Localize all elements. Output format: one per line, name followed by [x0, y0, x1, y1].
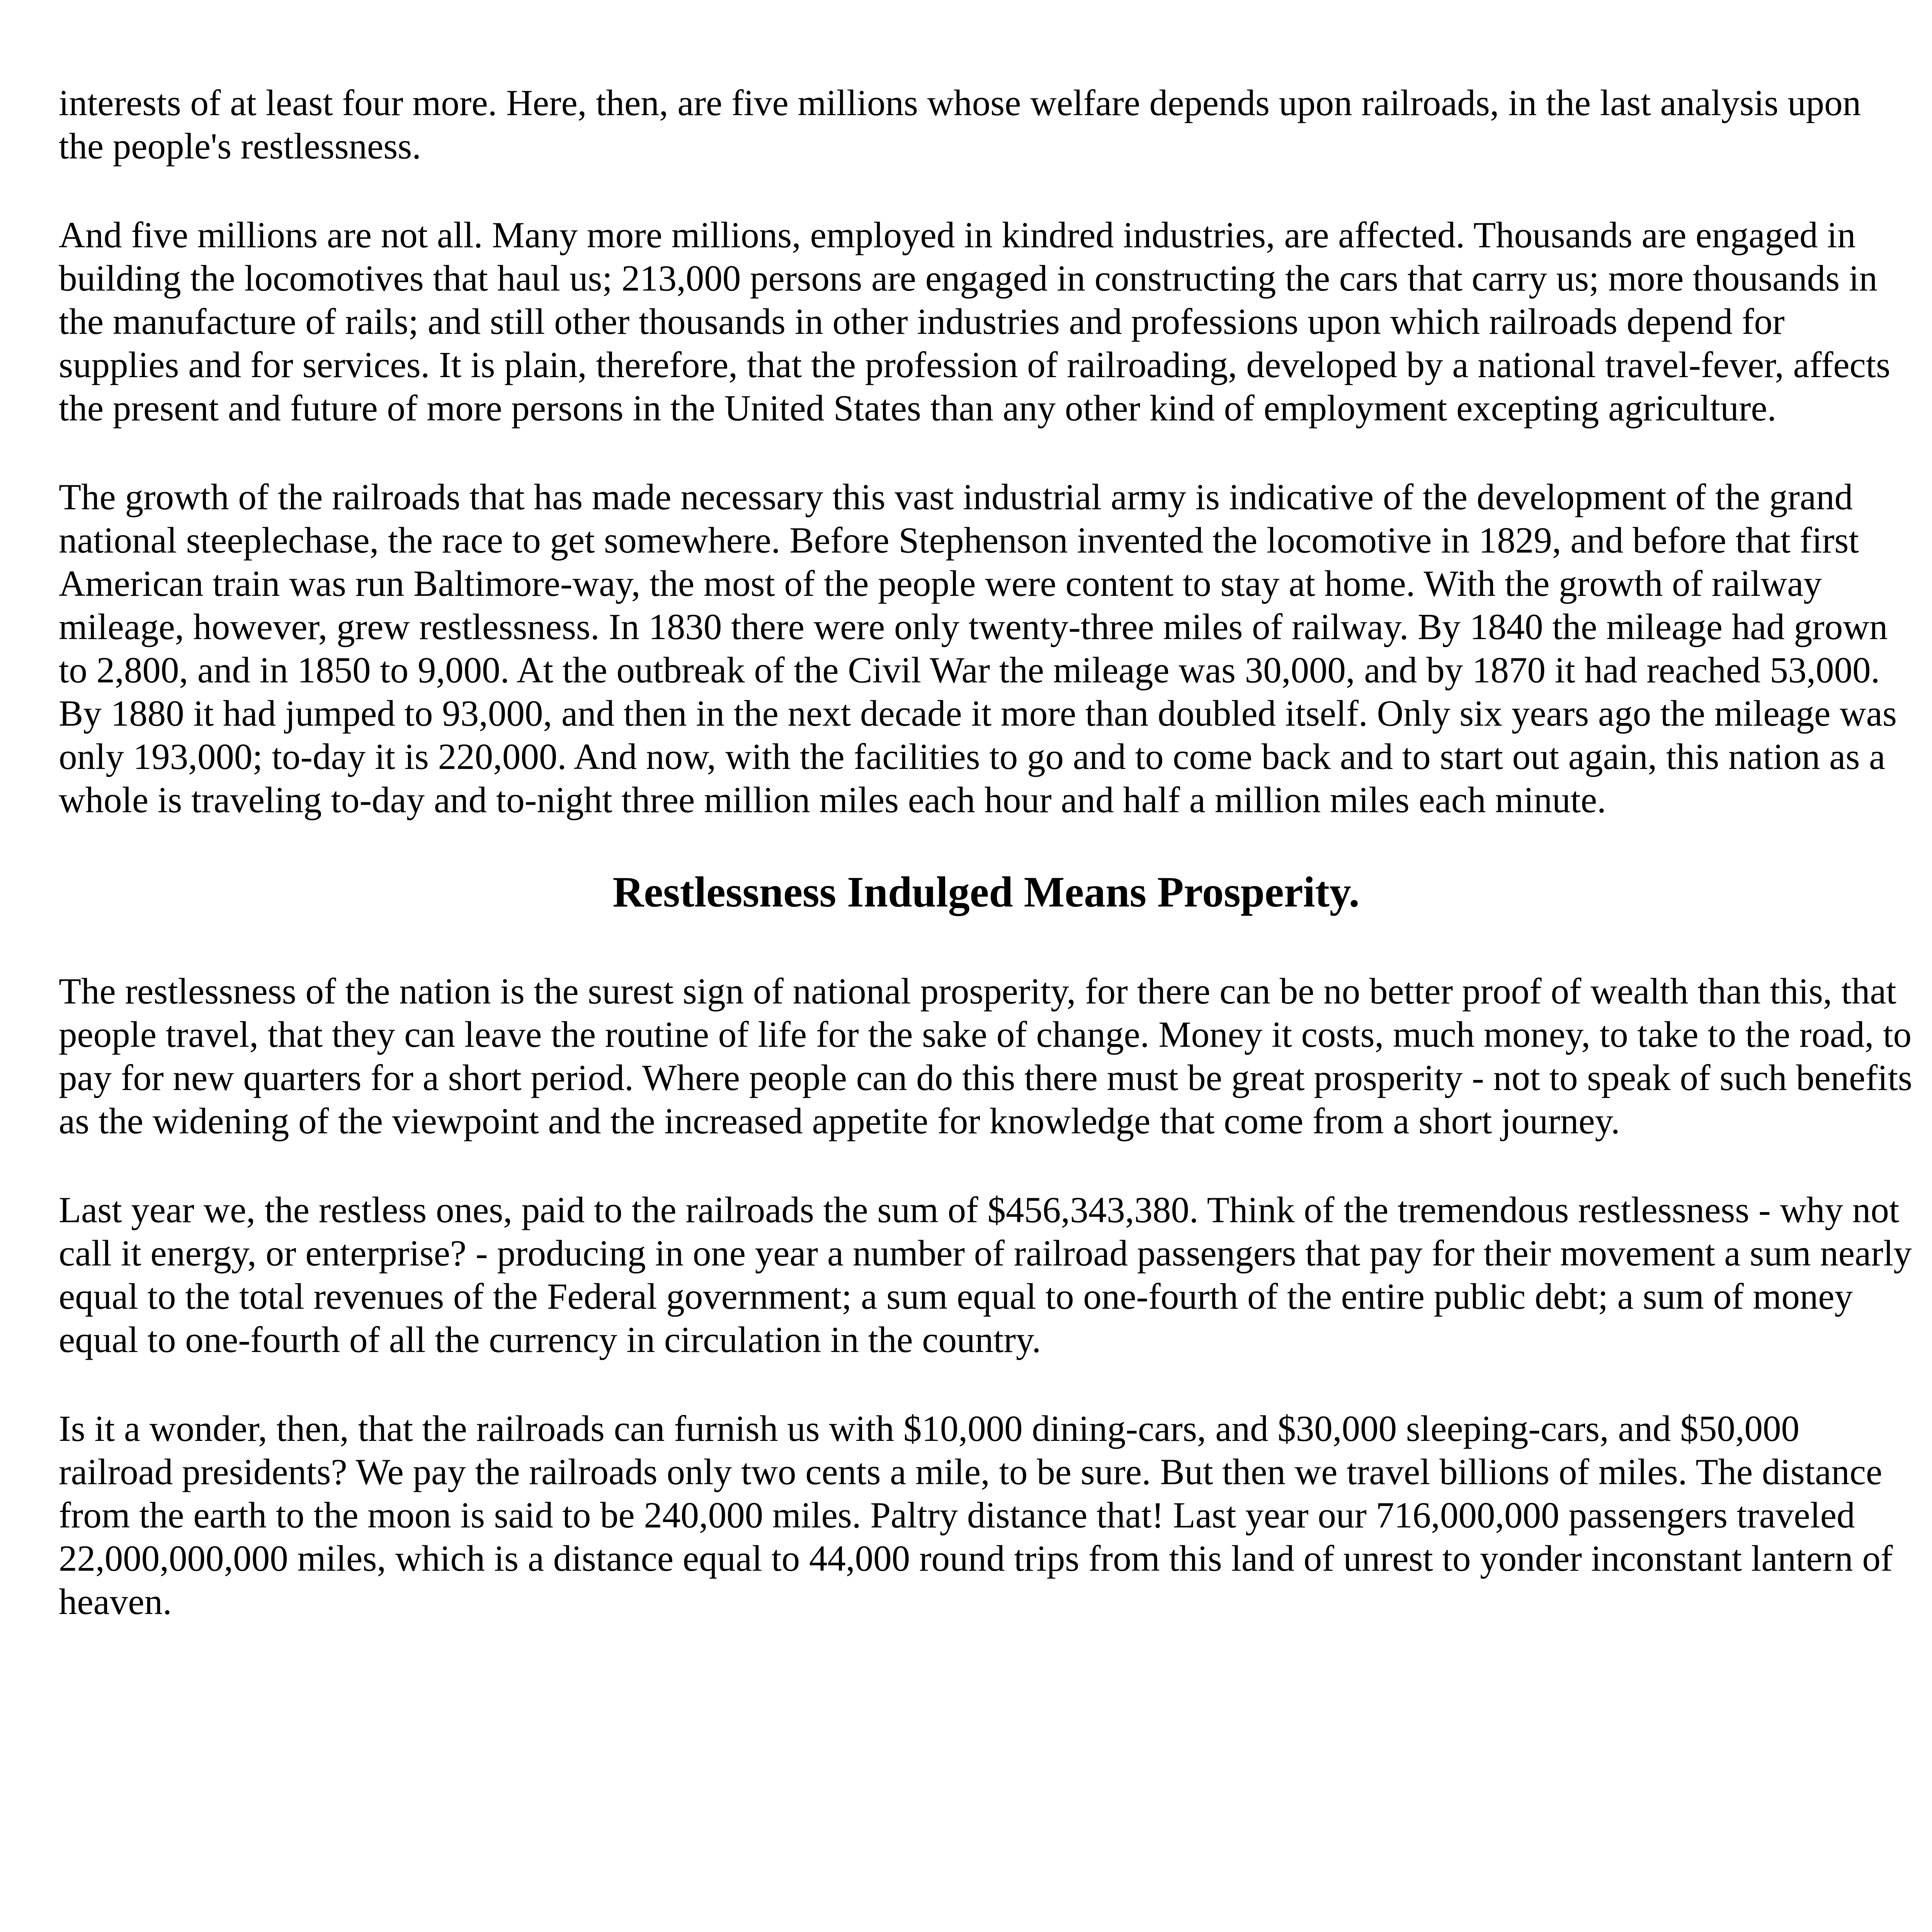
section-heading: Restlessness Indulged Means Prosperity. [612, 868, 1360, 916]
document-page [59, 81, 1913, 1669]
paragraph-1: interests of at least four more. Here, then, are five millions whose welfare depends upon railroads, in the last analysis upon the people's restlessness. [59, 82, 1861, 167]
paragraph-4: The restlessness of the nation is the surest sign of national prosperity, for there can be no better proof of wealth than this, that people travel, that they can leave the routine of life for the sake of change. Money it costs, much money, to take to the road, to pay for new quarters for a short period. Where people can do this there must be great prosperity - not to speak of such benefits as the widening of the viewpoint and the increased appetite for knowledge that come from a short journey. [59, 971, 1912, 1141]
paragraph-3: The growth of the railroads that has made necessary this vast industrial army is indicative of the development of the grand national steeplechase, the race to get somewhere. Before Stephenson invented the locomotive in 1829, and before that first American train was run Baltimore-way, the most of the people were content to stay at home. With the growth of railway mileage, however, grew restlessness. In 1830 there were only twenty-three miles of railway. By 1840 the mileage had grown to 2,800, and in 1850 to 9,000. At the outbreak of the Civil War the mileage was 30,000, and by 1870 it had reached 53,000. By 1880 it had jumped to 93,000, and then in the next decade it more than doubled itself. Only six years ago the mileage was only 193,000; to-day it is 220,000. And now, with the facilities to go and to come back and to start out again, this nation as a whole is traveling to-day and to-night three million miles each hour and half a million miles each minute. [59, 476, 1897, 820]
paragraph-2: And five millions are not all. Many more millions, employed in kindred industries, are affected. Thousands are engaged in building the locomotives that haul us; 213,000 persons are engaged in constructing the cars that carry us; more thousands in the manufacture of rails; and still other thousands in other industries and professions upon which railroads depend for supplies and for services. It is plain, therefore, that the profession of railroading, developed by a national travel-fever, affects the present and future of more persons in the United States than any other kind of employment excepting agriculture. [59, 214, 1891, 429]
paragraph-5: Last year we, the restless ones, paid to the railroads the sum of $456,343,380. Think of the tremendous restlessness - why not call it energy, or enterprise? - producing in one year a number of railroad passengers that pay for their movement a sum nearly equal to the total revenues of the Federal government; a sum equal to one-fourth of the entire public debt; a sum of money equal to one-fourth of all the currency in circulation in the country. [59, 1189, 1912, 1360]
paragraph-6: Is it a wonder, then, that the railroads can furnish us with $10,000 dining-cars, and $30,000 sleeping-cars, and $50,000 railroad presidents? We pay the railroads only two cents a mile, to be sure. But then we travel billions of miles. The distance from the earth to the moon is said to be 240,000 miles. Paltry distance that! Last year our 716,000,000 passengers traveled 22,000,000,000 miles, which is a distance equal to 44,000 round trips from this land of unrest to yonder inconstant lantern of heaven. [59, 1408, 1893, 1622]
